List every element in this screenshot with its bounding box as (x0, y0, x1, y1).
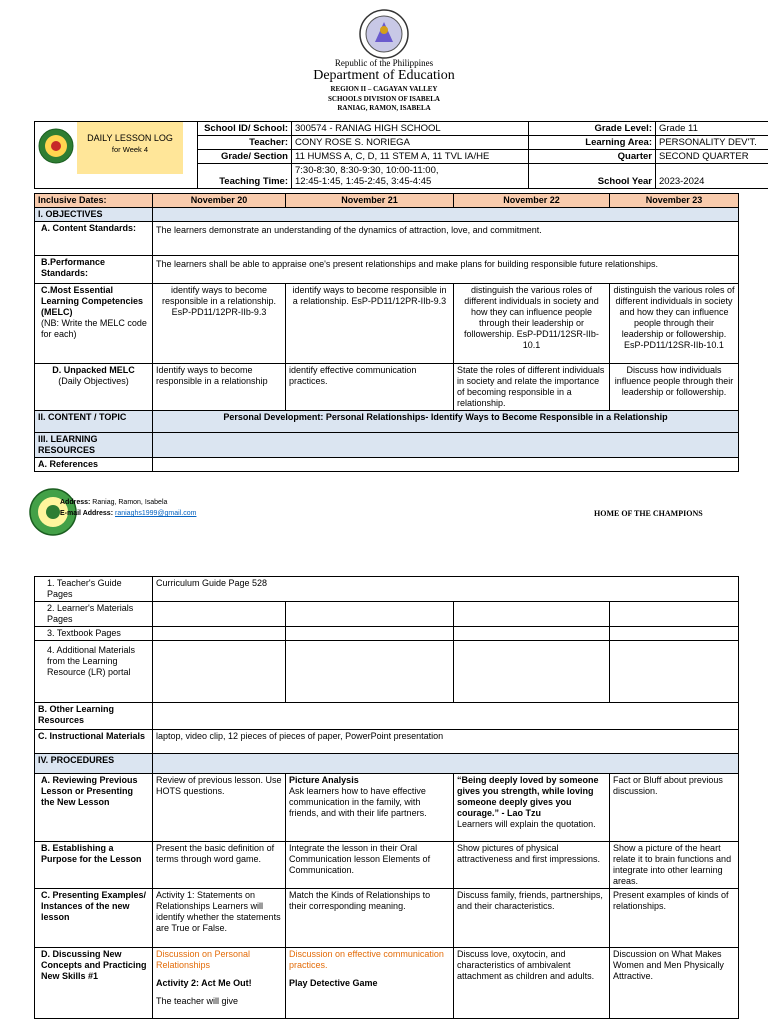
step-c-day-3: Discuss family, friends, partnerships, and their characteristics. (454, 889, 610, 948)
teaching-time-label: Teaching Time: (198, 164, 292, 189)
department-title: Department of Education (313, 68, 455, 83)
step-a-day-4: Fact or Bluff about previous discussion. (610, 774, 739, 842)
date-col-1: November 20 (153, 194, 286, 208)
melc-day-4: distinguish the various roles of different individuals in society and how they can influence people through their leadership or followership. EsP-PD11/12SR-IIb-10.1 (610, 284, 739, 364)
picture-analysis-title: Picture Analysis (289, 775, 359, 785)
references-blank (153, 458, 739, 472)
tb-day-3 (454, 627, 610, 641)
school-year-label: School Year (529, 164, 656, 189)
lr-portal-label: 4. Additional Materials from the Learning Resource (LR) portal (35, 641, 153, 703)
date-col-4: November 23 (610, 194, 739, 208)
textbook-pages-label: 3. Textbook Pages (35, 627, 153, 641)
step-c-day-1: Activity 1: Statements on Relationships Learners will identify whether the statements are True or False. (153, 889, 286, 948)
grade-level-value: Grade 11 (656, 122, 768, 136)
footer-address-value: Raniag, Ramon, Isabela (92, 499, 168, 506)
learners-materials-label: 2. Learner's Materials Pages (35, 602, 153, 627)
school-year-value: 2023-2024 (656, 164, 768, 189)
references-label: A. References (35, 458, 153, 472)
other-resources-value (153, 703, 739, 730)
footer-address (60, 499, 167, 506)
dll-week: for Week 4 (111, 145, 149, 154)
school-value: 300574 - RANIAG HIGH SCHOOL (292, 122, 529, 136)
content-standards-value: The learners demonstrate an understanding of the dynamics of attraction, love, and commitment. (153, 222, 739, 256)
content-standards-label: A. Content Standards: (35, 222, 153, 256)
lm-day-4 (610, 602, 739, 627)
dll-info-table (34, 121, 768, 189)
performance-standards-label: B.Performance Standards: (35, 256, 153, 284)
unpacked-day-3: State the roles of different individuals in society and relate the importance of becoming responsible in a relationship. (454, 364, 610, 411)
melc-day-2: identify ways to become responsible in a relationship. EsP-PD11/12PR-IIb-9.3 (286, 284, 454, 364)
lm-day-3 (454, 602, 610, 627)
step-d-label: D. Discussing New Concepts and Practicing New Skills #1 (35, 948, 153, 1019)
instructional-materials-label: C. Instructional Materials (35, 730, 153, 754)
dll-title: DAILY LESSON LOG (87, 133, 173, 143)
learning-area-label: Learning Area: (529, 136, 656, 150)
step-a-day-3 (454, 774, 610, 842)
teachers-guide-label: 1. Teacher's Guide Pages (35, 577, 153, 602)
tb-day-2 (286, 627, 454, 641)
date-col-2: November 21 (286, 194, 454, 208)
step-a-day-1: Review of previous lesson. Use HOTS questions. (153, 774, 286, 842)
date-col-3: November 22 (454, 194, 610, 208)
step-b-label: B. Establishing a Purpose for the Lesson (35, 842, 153, 889)
teaching-time-line-2: 12:45-1:45, 1:45-2:45, 3:45-4:45 (295, 176, 432, 187)
procedures-blank (153, 754, 739, 774)
school-logo-icon (37, 126, 75, 166)
instructional-materials-value: laptop, video clip, 12 pieces of pieces of paper, PowerPoint presentation (153, 730, 739, 754)
footer-email-label: E-mail Address: (60, 510, 114, 517)
procedures-table (34, 576, 739, 1019)
detective-game-title: Play Detective Game (289, 978, 378, 988)
melc-note: (NB: Write the MELC code for each) (41, 318, 147, 339)
grade-level-label: Grade Level: (529, 122, 656, 136)
teaching-time-value (292, 164, 529, 189)
school-address-text: RANIAG, RAMON, ISABELA (337, 104, 431, 112)
section-value: 11 HUMSS A, C, D, 11 STEM A, 11 TVL IA/HE (292, 150, 529, 164)
teacher-label: Teacher: (198, 136, 292, 150)
step-d-day-2 (286, 948, 454, 1019)
republic-text: Republic of the Philippines (334, 58, 434, 68)
step-c-label: C. Presenting Examples/ Instances of the new lesson (35, 889, 153, 948)
deped-seal (355, 8, 413, 60)
quarter-label: Quarter (529, 150, 656, 164)
performance-standards-value: The learners shall be able to appraise one's present relationships and make plans for building responsible future relationships. (153, 256, 739, 284)
step-c-day-4: Present examples of kinds of relationships. (610, 889, 739, 948)
personal-relationships-discussion: Discussion on Personal Relationships (156, 949, 251, 970)
step-a-day-2 (286, 774, 454, 842)
lm-day-1 (153, 602, 286, 627)
step-b-day-2: Integrate the lesson in their Oral Communication lesson Elements of Communication. (286, 842, 454, 889)
lr-day-2 (286, 641, 454, 703)
step-b-day-1: Present the basic definition of terms through word game. (153, 842, 286, 889)
footer-address-label: Address: (60, 499, 91, 506)
learning-area-value: PERSONALITY DEV'T. (656, 136, 768, 150)
other-resources-label: B. Other Learning Resources (35, 703, 153, 730)
melc-label: C.Most Essential Learning Competencies (MELC) (41, 285, 144, 317)
unpacked-day-1: Identify ways to become responsible in a relationship (153, 364, 286, 411)
section-label: Grade/ Section (198, 150, 292, 164)
procedures-heading: IV. PROCEDURES (35, 754, 153, 774)
step-b-day-4: Show a picture of the heart relate it to brain functions and integrate into other learning areas. (610, 842, 739, 889)
inclusive-dates-label: Inclusive Dates: (35, 194, 153, 208)
step-a-label: A. Reviewing Previous Lesson or Presenting the New Lesson (35, 774, 153, 842)
objectives-table (34, 193, 739, 472)
unpacked-day-2: identify effective communication practices. (286, 364, 454, 411)
teaching-time-line-1: 7:30-8:30, 8:30-9:30, 10:00-11:00, (295, 165, 439, 176)
learning-resources-label: III. LEARNING RESOURCES (35, 433, 153, 458)
dll-title-cell (35, 122, 198, 189)
lr-day-1 (153, 641, 286, 703)
unpacked-note: (Daily Objectives) (58, 376, 129, 386)
objectives-blank (153, 208, 739, 222)
footer-motto: HOME OF THE CHAMPIONS (594, 509, 703, 518)
unpacked-label: D. Unpacked MELC (52, 365, 135, 375)
step-b-day-3: Show pictures of physical attractiveness and first impressions. (454, 842, 610, 889)
step-d-day-4: Discussion on What Makes Women and Men Physically Attractive. (610, 948, 739, 1019)
tb-day-4 (610, 627, 739, 641)
melc-day-3: distinguish the various roles of different individuals in society and how they can influence people through their leadership or followership. EsP-PD11/12SR-IIb-10.1 (454, 284, 610, 364)
content-topic-value: Personal Development: Personal Relationships- Identify Ways to Become Responsible in a Relationship (153, 411, 739, 433)
unpacked-day-4: Discuss how individuals influence people through their leadership or followership. (610, 364, 739, 411)
act-me-out-title: Activity 2: Act Me Out! (156, 978, 252, 988)
communication-discussion: Discussion on effective communication practices. (289, 949, 444, 970)
melc-label-cell (35, 284, 153, 364)
region-text: REGION II – CAGAYAN VALLEY (330, 85, 438, 93)
learning-resources-blank (153, 433, 739, 458)
quarter-value: SECOND QUARTER (656, 150, 768, 164)
division-text: SCHOOLS DIVISION OF ISABELA (328, 95, 440, 103)
step-d-day-1 (153, 948, 286, 1019)
teacher-value: CONY ROSE S. NORIEGA (292, 136, 529, 150)
step-d-day-3: Discuss love, oxytocin, and characteristics of ambivalent attachment as children and adults. (454, 948, 610, 1019)
objectives-heading: I. OBJECTIVES (35, 208, 153, 222)
act-me-out-text: The teacher will give (156, 996, 239, 1006)
picture-analysis-text: Ask learners how to have effective communication in the family, with friends, and with their life partners. (289, 786, 427, 818)
lm-day-2 (286, 602, 454, 627)
school-label: School ID/ School: (198, 122, 292, 136)
unpacked-label-cell (35, 364, 153, 411)
footer-email (60, 510, 196, 517)
lr-day-3 (454, 641, 610, 703)
teachers-guide-value: Curriculum Guide Page 528 (153, 577, 739, 602)
step-c-day-2: Match the Kinds of Relationships to their corresponding meaning. (286, 889, 454, 948)
footer-email-link[interactable]: raniaghs1999@gmail.com (115, 510, 197, 517)
tb-day-1 (153, 627, 286, 641)
content-topic-label: II. CONTENT / TOPIC (35, 411, 153, 433)
quote-text: “Being deeply loved by someone gives you strength, while loving someone deeply gives you courage.” - Lao Tzu (457, 775, 599, 818)
quote-activity: Learners will explain the quotation. (457, 819, 596, 829)
lr-day-4 (610, 641, 739, 703)
melc-day-1: identify ways to become responsible in a relationship. EsP-PD11/12PR-IIb-9.3 (153, 284, 286, 364)
